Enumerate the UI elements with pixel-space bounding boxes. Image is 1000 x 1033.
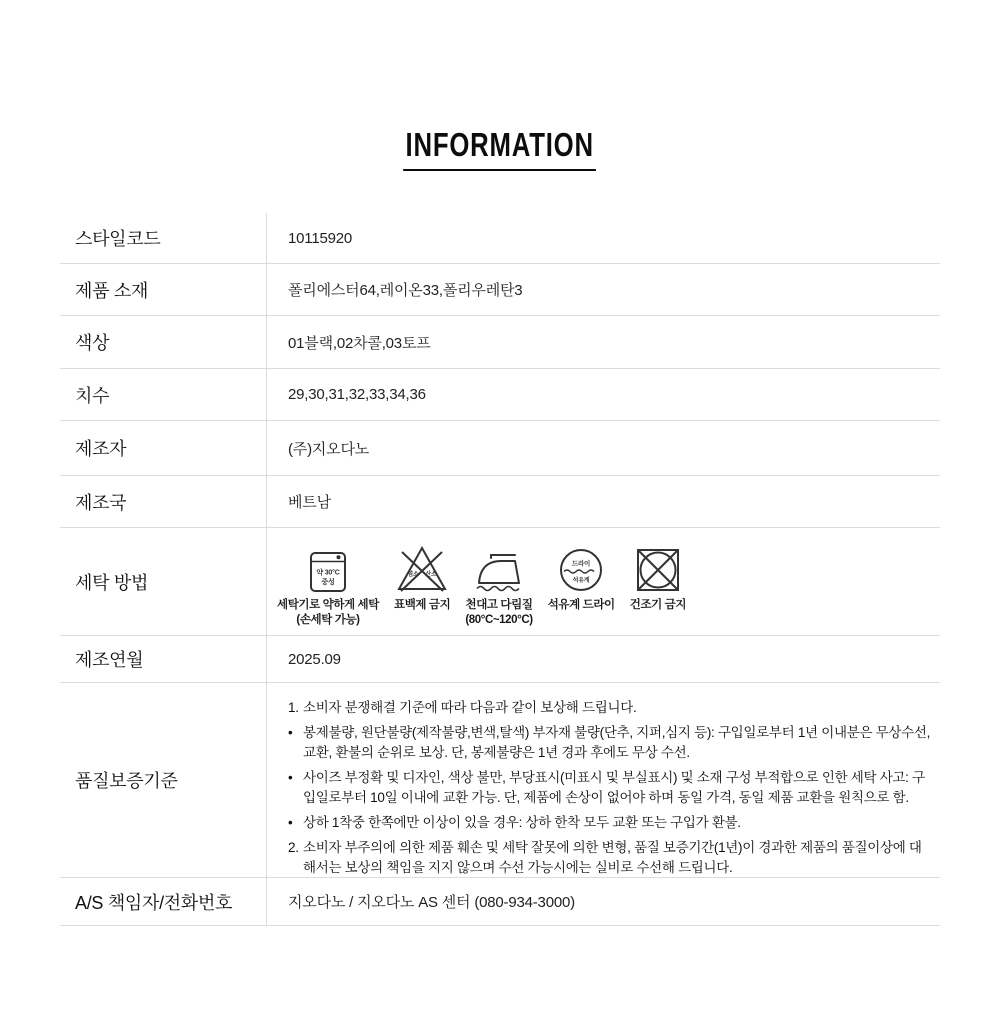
row-label: 스타일코드 xyxy=(60,213,267,263)
list-marker: • xyxy=(288,725,293,740)
page-title: INFORMATION xyxy=(404,126,597,171)
machine-wash-gentle-icon xyxy=(309,543,347,593)
row-value: 폴리에스터64,레이온33,폴리우레탄3 xyxy=(288,282,523,299)
row-label: 색상 xyxy=(60,316,267,368)
product-info-table xyxy=(60,213,940,926)
row-label: 품질보증기준 xyxy=(60,683,267,877)
table-row-manufacturer xyxy=(60,421,940,476)
title-section xyxy=(0,0,1000,170)
row-value: (주)지오다노 xyxy=(288,440,370,458)
svg-text:드라이: 드라이 xyxy=(572,560,591,568)
iron-with-cloth-icon xyxy=(473,543,525,593)
care-item-machine-wash xyxy=(277,543,379,628)
list-marker: • xyxy=(288,770,293,785)
table-row-country xyxy=(60,476,940,528)
warranty-text-cell xyxy=(267,683,940,877)
care-icon-list xyxy=(277,543,686,628)
table-row-color xyxy=(60,316,940,369)
svg-text:산소: 산소 xyxy=(425,572,437,578)
warranty-item xyxy=(288,723,932,763)
table-row-care-instructions xyxy=(60,528,940,636)
row-label: 제조국 xyxy=(60,476,267,527)
warranty-text: 상하 1착중 한쪽에만 이상이 있을 경우: 상하 한착 모두 교환 또는 구입가 환불. xyxy=(303,815,741,830)
row-value: 2025.09 xyxy=(288,650,341,668)
care-caption: 건조기 금지 xyxy=(629,599,687,611)
table-row-manufacture-date xyxy=(60,636,940,683)
table-row-warranty xyxy=(60,683,940,878)
row-label: 치수 xyxy=(60,369,267,420)
row-value: 10115920 xyxy=(288,229,353,247)
care-item-no-tumble-dry xyxy=(630,543,686,613)
care-caption: 표백제 금지 xyxy=(393,599,451,611)
row-value: 29,30,31,32,33,34,36 xyxy=(288,386,426,403)
svg-text:약 30°C: 약 30°C xyxy=(316,569,340,577)
warranty-item xyxy=(288,768,932,808)
row-label: 제조연월 xyxy=(60,636,267,682)
care-caption: 석유계 드라이 xyxy=(547,599,615,611)
warranty-item xyxy=(288,813,932,833)
no-bleach-icon xyxy=(395,543,449,593)
warranty-text: 사이즈 부정확 및 디자인, 색상 불만, 부당표시(미표시 및 부실표시) 및 소재 구성 부적합으로 인한 세탁 사고: 구입일로부터 10일 이내에 교환 가능. 단, 제품에 손상이 없어야 하며 동일 가격, 동일 제품 교환을 원칙으로 함. xyxy=(303,770,925,805)
care-caption: 세탁기로 약하게 세탁 (손세탁 가능) xyxy=(277,599,379,626)
table-row-material xyxy=(60,264,940,316)
row-label: 세탁 방법 xyxy=(60,528,267,635)
no-tumble-dry-icon xyxy=(635,543,681,593)
warranty-text: 봉제불량, 원단불량(제작불량,변색,탈색) 부자재 불량(단추, 지퍼,심지 등): 구입일로부터 1년 이내분은 무상수선, 교환, 환불의 순위로 보상. 단, 봉제불량은 1년 경과 후에도 무상 수선. xyxy=(303,725,931,760)
row-value: 베트남 xyxy=(288,494,331,511)
svg-text:중성: 중성 xyxy=(321,579,335,586)
svg-text:석유계: 석유계 xyxy=(572,578,590,584)
row-label: 제조자 xyxy=(60,421,267,475)
care-caption: 천대고 다림질 (80°C~120°C) xyxy=(465,599,533,626)
table-row-style-code xyxy=(60,213,940,264)
care-icons-cell xyxy=(267,528,940,635)
table-row-size xyxy=(60,369,940,421)
warranty-item xyxy=(288,838,932,878)
row-label: 제품 소재 xyxy=(60,264,267,315)
warranty-text: 소비자 부주의에 의한 제품 훼손 및 세탁 잘못에 의한 변형, 품질 보증기간(1년)이 경과한 제품의 품질이상에 대해서는 보상의 책임을 지지 않으며 수선 가능시에는 실비로 수선해 드립니다. xyxy=(303,840,922,875)
svg-text:염소: 염소 xyxy=(407,572,419,578)
care-item-dry-clean xyxy=(548,543,615,613)
care-item-iron xyxy=(465,543,532,628)
row-label: A/S 책임자/전화번호 xyxy=(60,878,267,925)
list-marker: 1. xyxy=(288,700,299,715)
table-row-as-contact xyxy=(60,878,940,926)
care-item-no-bleach xyxy=(394,543,450,613)
list-marker: • xyxy=(288,815,293,830)
row-value: 지오다노 / 지오다노 AS 센터 (080-934-3000) xyxy=(288,894,575,911)
row-value: 01블랙,02차콜,03토프 xyxy=(288,334,431,352)
warranty-text: 소비자 분쟁해결 기준에 따라 다음과 같이 보상해 드립니다. xyxy=(303,700,637,715)
warranty-item xyxy=(288,698,932,718)
list-marker: 2. xyxy=(288,840,299,855)
petroleum-dry-clean-icon xyxy=(558,543,604,593)
